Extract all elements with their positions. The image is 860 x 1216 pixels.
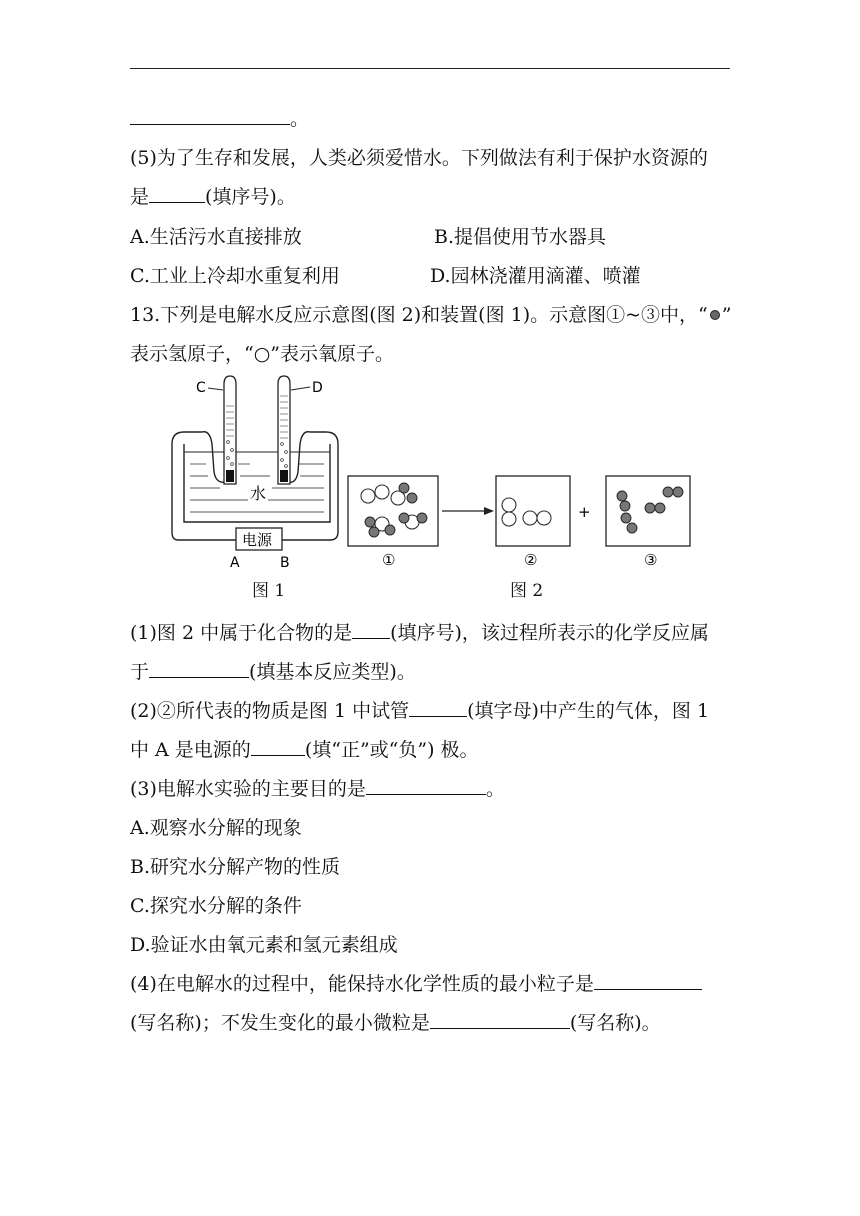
- power-source-label: 电源: [242, 531, 273, 549]
- box-1-label: ①: [382, 551, 396, 569]
- question-text: 中 A 是电源的 (填“正”或“负”) 极。: [130, 739, 479, 761]
- option-a: A.生活污水直接排放: [130, 226, 302, 248]
- water-label: 水: [250, 484, 267, 503]
- box-2: [496, 476, 570, 546]
- question-text: (3)电解水实验的主要目的是 。: [130, 778, 505, 800]
- box-2-label: ②: [524, 551, 538, 569]
- answer-line: 。: [130, 106, 309, 132]
- option-d: D.验证水由氧元素和氢元素组成: [130, 934, 398, 956]
- answer-blank[interactable]: [430, 1010, 570, 1029]
- figure-1-caption: 图 1: [252, 581, 286, 601]
- option-c: C.探究水分解的条件: [130, 895, 302, 917]
- answer-blank[interactable]: [149, 659, 249, 678]
- electrolysis-apparatus: [172, 376, 338, 571]
- answer-blank[interactable]: [149, 184, 205, 203]
- plus-sign: +: [578, 503, 591, 521]
- header-rule: [130, 68, 730, 69]
- label-d: D: [312, 380, 323, 396]
- electrolysis-diagram: [160, 372, 720, 572]
- label-b: B: [280, 555, 290, 571]
- option-a: A.观察水分解的现象: [130, 817, 302, 839]
- option-b: B.研究水分解产物的性质: [130, 856, 341, 878]
- option-c: C.工业上冷却水重复利用: [130, 265, 340, 287]
- box-1: [348, 476, 438, 546]
- answer-blank[interactable]: [594, 971, 702, 990]
- answer-blank[interactable]: [366, 776, 486, 795]
- question-text: (写名称)；不发生变化的最小微粒是 (写名称)。: [130, 1012, 661, 1034]
- question-text: 13.下列是电解水反应示意图(图 2)和装置(图 1)。示意图①~③中，“ ”: [130, 304, 732, 326]
- question-text: 于 (填基本反应类型)。: [130, 661, 416, 683]
- answer-blank[interactable]: [130, 106, 290, 125]
- answer-blank[interactable]: [409, 698, 467, 717]
- answer-blank[interactable]: [352, 620, 390, 639]
- answer-blank[interactable]: [251, 737, 305, 756]
- figure-2-caption: 图 2: [510, 581, 544, 601]
- label-a: A: [230, 555, 240, 571]
- question-text: 是 (填序号)。: [130, 186, 296, 208]
- question-text: (5)为了生存和发展，人类必须爱惜水。下列做法有利于保护水资源的: [130, 147, 708, 169]
- question-text: (4)在电解水的过程中，能保持水化学性质的最小粒子是: [130, 971, 702, 997]
- option-d: D.园林浇灌用滴灌、喷灌: [430, 265, 641, 287]
- arrow-head: [484, 507, 494, 515]
- option-b: B.提倡使用节水器具: [434, 226, 607, 248]
- question-text: 表示氢原子，“○”表示氧原子。: [130, 343, 395, 365]
- box-3: [606, 476, 690, 546]
- box-3-label: ③: [644, 551, 658, 569]
- question-text: (1)图 2 中属于化合物的是 (填序号)，该过程所表示的化学反应属: [130, 622, 709, 644]
- label-c: C: [196, 380, 206, 396]
- hydrogen-atom-icon: [708, 308, 722, 322]
- question-text: (2)②所代表的物质是图 1 中试管 (填字母)中产生的气体，图 1: [130, 700, 710, 722]
